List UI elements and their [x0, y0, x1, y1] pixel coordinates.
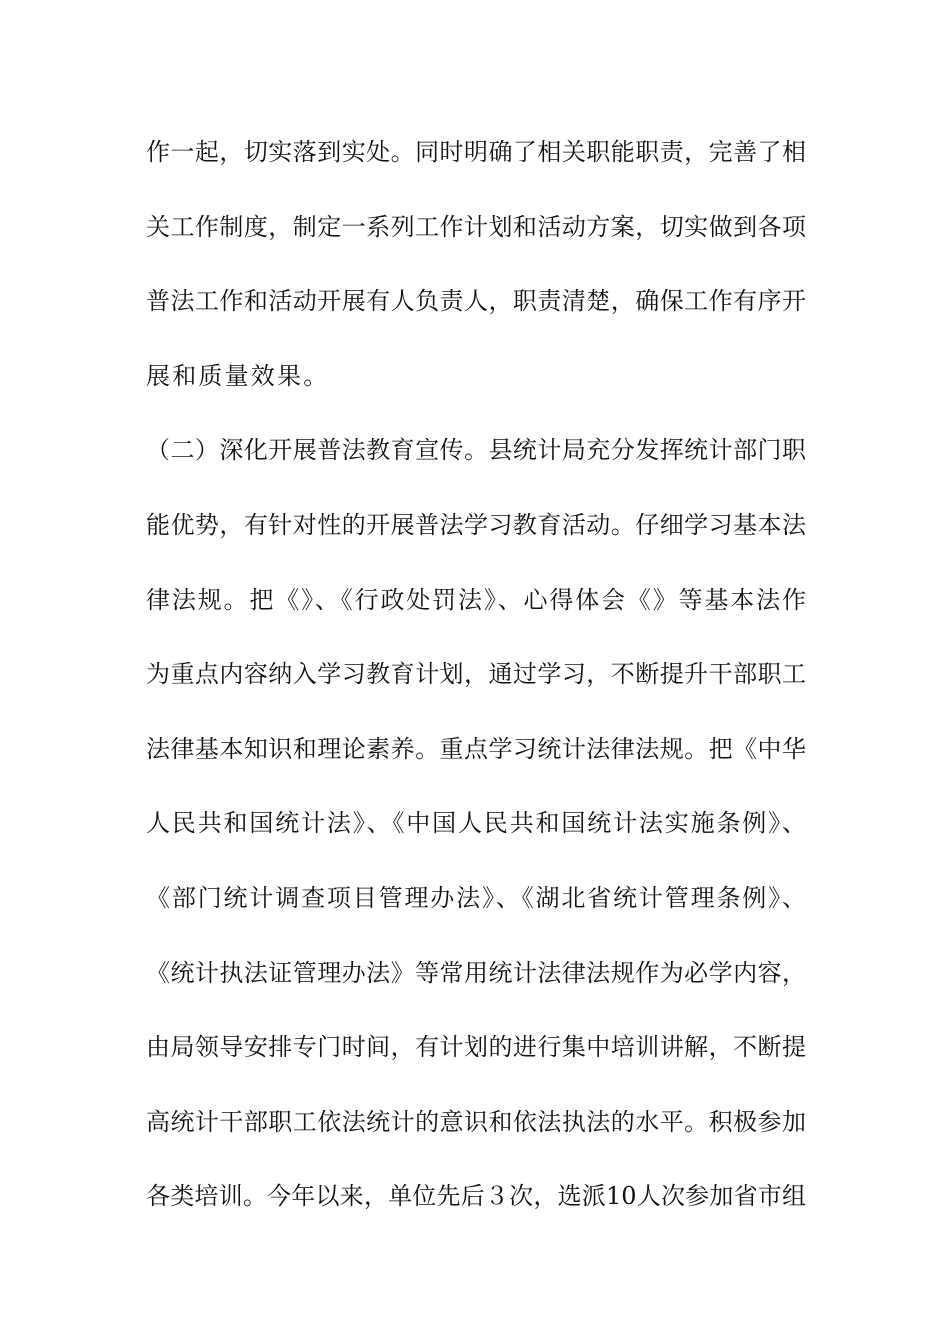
text-line-5: （二）深化开展普法教育宣传。县统计局充分发挥统计部门职 — [146, 436, 806, 465]
text-line-12: 《统计执法证管理办法》等常用统计法律法规作为必学内容， — [146, 958, 806, 987]
text-line-11: 《部门统计调查项目管理办法》、《湖北省统计管理条例》、 — [146, 883, 806, 912]
text-line-9: 法律基本知识和理论素养。重点学习统计法律法规。把《中华 — [146, 734, 806, 763]
text-line-15: 各类培训。今年以来，单位先后３次，选派10人次参加省市组 — [146, 1182, 806, 1211]
text-line-10: 人民共和国统计法》、《中国人民共和国统计法实施条例》、 — [146, 809, 806, 838]
text-line-7: 律法规。把《》、《行政处罚法》、心得体会《》等基本法作 — [146, 585, 806, 614]
text-line-14: 高统计干部职工依法统计的意识和依法执法的水平。积极参加 — [146, 1107, 806, 1136]
text-line-2: 关工作制度，制定一系列工作计划和活动方案，切实做到各项 — [146, 212, 806, 241]
text-line-8: 为重点内容纳入学习教育计划，通过学习，不断提升干部职工 — [146, 660, 806, 689]
body-text — [146, 128, 806, 1247]
text-line-6: 能优势，有针对性的开展普法学习教育活动。仔细学习基本法 — [146, 510, 806, 539]
text-line-4: 展和质量效果。 — [146, 361, 330, 390]
text-line-1: 作一起，切实落到实处。同时明确了相关职能职责，完善了相 — [146, 138, 806, 166]
text-line-13: 由局领导安排专门时间，有计划的进行集中培训讲解，不断提 — [146, 1033, 806, 1062]
text-line-3: 普法工作和活动开展有人负责人，职责清楚，确保工作有序开 — [146, 287, 806, 316]
